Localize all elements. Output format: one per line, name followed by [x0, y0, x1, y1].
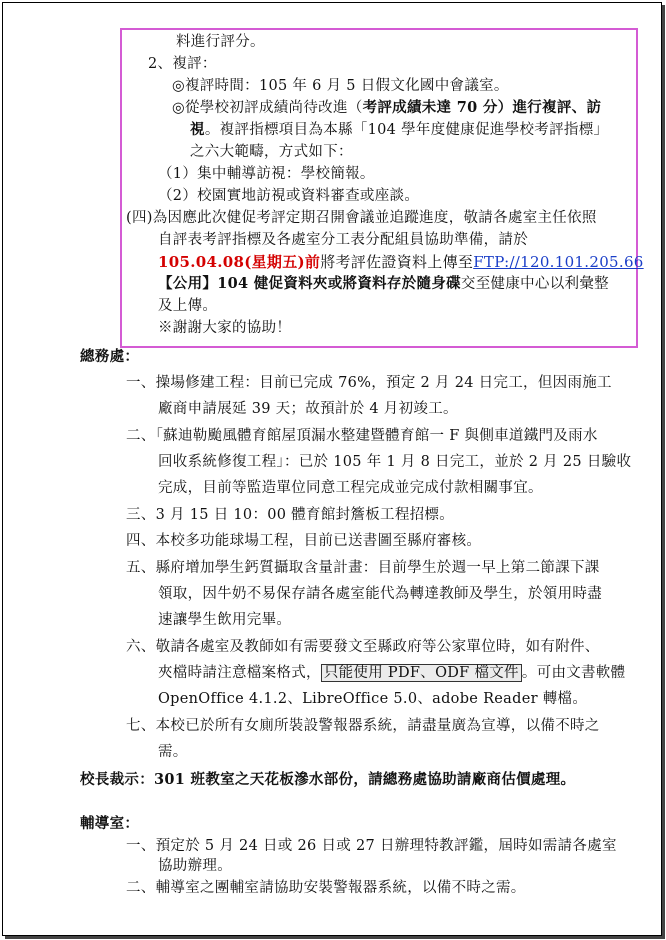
format-note-box: 只能使用 PDF、ODF 檔文件: [321, 664, 522, 682]
box-emphasis: 【公用】104 健促資料夾或將資料存於隨身碟: [158, 275, 461, 292]
section-heading-counseling: 輔導室：: [80, 815, 140, 832]
list-item: 一、操場修建工程：目前已完成 76%，預定 2 月 24 日完工，但因雨施工: [126, 375, 612, 391]
box-line: [172, 98, 601, 118]
list-item: 二、輔導室之團輔室請協助安裝警報器系統，以備不時之需。: [126, 880, 526, 896]
ftp-link[interactable]: FTP://120.101.205.66: [473, 253, 644, 271]
box-line: ◎複評時間：105 年 6 月 5 日假文化國中會議室。: [172, 78, 509, 94]
box-text: 。複評指標項目為本縣「104 學年度健康促進學校考評指標」: [204, 122, 609, 138]
list-item: 協助辦理。: [158, 858, 232, 874]
section-heading-general-affairs: 總務處：: [80, 348, 140, 365]
list-item: 回收系統修復工程」：已於 105 年 1 月 8 日完工，並於 2 月 25 日驗收: [158, 454, 632, 470]
box-line: （1）集中輔導訪視：學校簡報。: [158, 166, 375, 182]
list-item: 五、縣府增加學生鈣質攝取含量計畫：目前學生於週一早上第二節課下課: [126, 560, 600, 576]
list-item: 二、「蘇迪勒颱風體育館屋頂漏水整建暨體育館一 F 與側車道鐵門及雨水: [126, 428, 598, 444]
list-item: 七、本校已於所有女廁所裝設警報器系統，請盡量廣為宣導，以備不時之: [126, 718, 600, 734]
list-item: 廠商申請展延 39 天；故預計於 4 月初竣工。: [158, 401, 458, 417]
box-line: [190, 120, 608, 140]
deadline-text: 105.04.08(星期五)前: [158, 253, 321, 271]
item-text: 夾檔時請注意檔案格式，: [158, 665, 321, 681]
box-line: 之六大範疇，方式如下：: [190, 144, 353, 160]
box-line: (四)為因應此次健促考評定期召開會議並追蹤進度，敬請各處室主任依照: [126, 210, 597, 226]
box-line: ※謝謝大家的協助！: [158, 320, 292, 336]
box-line: [158, 274, 609, 294]
box-line: （2）校園實地訪視或資料審查或座談。: [158, 188, 420, 204]
item-text: 。可由文書軟體: [521, 665, 626, 681]
principal-directive: 校長裁示：301 班教室之天花板滲水部份，請總務處協助請廠商估價處理。: [80, 771, 576, 788]
list-item: 領取，因牛奶不易保存請各處室能代為轉達教師及學生，於領用時盡: [158, 586, 602, 602]
list-item: [158, 663, 625, 683]
box-emphasis: ）進行複評、訪: [497, 99, 602, 116]
box-emphasis: 考評成績未達 70 分: [362, 99, 498, 116]
box-text: 將考評佐證資料上傳至: [320, 253, 474, 271]
box-emphasis: 視: [190, 121, 205, 138]
list-item: 六、敬請各處室及教師如有需要發文至縣政府等公家單位時，如有附件、: [126, 639, 600, 655]
box-text: ◎從學校初評成績尚待改進（: [172, 100, 363, 116]
box-line: 2、複評：: [148, 56, 217, 72]
list-item: 速讓學生飲用完畢。: [158, 612, 292, 628]
box-line: 自評表考評指標及各處室分工表分配組員協助準備，請於: [158, 232, 528, 248]
box-line: 及上傳。: [158, 298, 218, 314]
box-line: [158, 252, 644, 272]
list-item: OpenOffice 4.1.2、LibreOffice 5.0、adobe Reader 轉檔。: [158, 691, 588, 707]
list-item: 四、本校多功能球場工程，目前已送書圖至縣府審核。: [126, 533, 482, 549]
list-item: 完成，目前等監造單位同意工程完成並完成付款相關事宜。: [158, 480, 543, 496]
list-item: 一、預定於 5 月 24 日或 26 日或 27 日辦理特教評鑑，屆時如需請各處室: [126, 838, 617, 854]
list-item: 需。: [158, 744, 188, 760]
list-item: 三、3 月 15 日 10：00 體育館封簷板工程招標。: [126, 507, 455, 523]
box-text: 交至健康中心以利彙整: [460, 276, 609, 292]
box-line: 料進行評分。: [176, 34, 265, 50]
